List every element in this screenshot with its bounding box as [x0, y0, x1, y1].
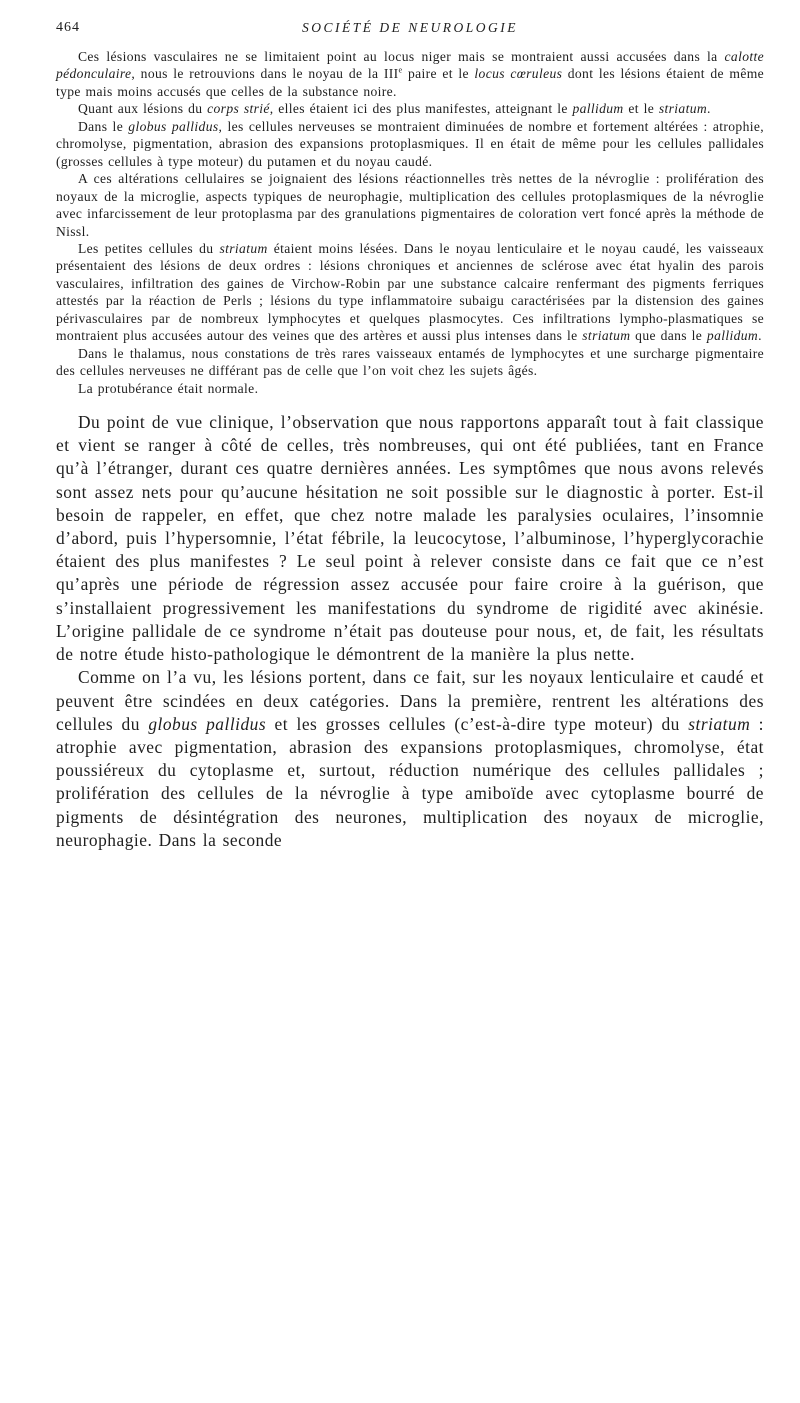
text-run: Dans le thalamus, nous constations de très rares vaisseaux entamés de lymphocytes et une surcharge pigmentaire des cellules nerveuses ne différant pas de celle que l’on voit chez les sujets âgés.	[56, 345, 764, 379]
text-run: , les cellules nerveuses se montraient diminuées de nombre et fortement altérées : atrophie, chromolyse, pigmentation, abrasion des expansions protoplasmiques. Il en était de même pour les cellules pallidales (grosses cellules à type moteur) du putamen et du noyau caudé.	[56, 118, 764, 169]
paragraph	[56, 666, 764, 852]
italic-term: globus pallidus	[148, 713, 267, 734]
text-run: Dans le	[78, 118, 129, 134]
page-number: 464	[56, 20, 80, 35]
paragraph	[56, 240, 764, 345]
text-run: et les grosses cellules (c’est-à-dire type moteur) du	[266, 713, 689, 734]
paragraph	[56, 48, 764, 100]
paragraph	[56, 411, 764, 666]
text-run: A ces altérations cellulaires se joignaient des lésions réactionnelles très nettes de la névroglie : prolifération des noyaux de la microglie, aspects typiques de neurophagie, multiplication des cellules protoplasmiques de la névroglie avec infarcissement de leur protoplasma par des granulations pigmentaires de coloration vert foncé après la méthode de Nissl.	[56, 171, 764, 239]
superscript: e	[398, 65, 403, 75]
text-run: , nous le retrouvions dans le noyau de la III	[131, 66, 399, 82]
paragraph	[56, 170, 764, 240]
text-run: , elles étaient ici des plus manifestes, atteignant le	[269, 101, 573, 117]
text-run: dont les lésions étaient de même type mais moins accusés que celles de la substance noire.	[56, 66, 765, 99]
italic-term: striatum	[658, 101, 708, 117]
page-header	[56, 20, 764, 48]
text-run: Du point de vue clinique, l’observation que nous rapportons apparaît tout à fait classique et vient se ranger à côté de celles, très nombreuses, qui ont été publiées, tant en France qu’à l’étranger, durant ces quatre dernières années. Les symptômes que nous avons relevés sont assez nets pour qu’aucune hésitation ne soit possible sur le diagnostic à porter. Est-il besoin de rappeler, en effet, que chez notre malade les paralysies oculaires, l’insomnie d’abord, puis l’hypersomnie, l’état fébrile, la leucocytose, l’albuminose, l’hyperglycorachie étaient des plus manifestes ? Le seul point à relever consiste dans ce fait que ce n’est qu’après une période de régression assez accusée pour faire croire à la guérison, que s’installaient progressivement les manifestations du syndrome de rigidité avec akinésie. L’origine pallidale de ce syndrome n’était pas douteuse pour nous, et, de fait, les résultats de notre étude histo-pathologique le démontrent de la manière la plus nette.	[56, 412, 764, 665]
paragraph	[56, 100, 764, 117]
text-run: paire et le	[402, 66, 475, 82]
text-run: Comme on l’a vu, les lésions portent, dans ce fait, sur les noyaux lenticulaire et caudé et peuvent être scindées en deux catégories. Dans la première, rentrent les altérations des cellules du	[56, 667, 764, 734]
text-run: Quant aux lésions du	[78, 101, 208, 117]
italic-term: locus cœruleus	[474, 66, 563, 82]
italic-term: corps strié	[207, 101, 270, 117]
paragraph	[56, 380, 764, 397]
italic-term: globus pallidus	[128, 118, 219, 134]
italic-term: calotte pédonculaire	[56, 49, 764, 82]
text-run: .	[758, 328, 762, 344]
paragraph	[56, 118, 764, 170]
text-run: : atrophie avec pigmentation, abrasion des expansions protoplasmiques, chromolyse, état poussiéreux du cytoplasme et, surtout, réduction numérique des cellules pallidales ; prolifération des cellules de la névroglie à type amiboïde avec cytoplasme bourré de pigments de désintégration des neurones, multiplication des noyaux de microglie, neurophagie. Dans la seconde	[56, 713, 764, 850]
running-title: SOCIÉTÉ DE NEUROLOGIE	[302, 20, 518, 35]
small-print-section	[56, 48, 764, 397]
text-run: étaient moins lésées. Dans le noyau lenticulaire et le noyau caudé, les vaisseaux présentaient des lésions de deux ordres : lésions chroniques et anciennes de sclérose avec état hyalin des parois vasculaires, infiltration des gaines de Virchow-Robin par une substance calcaire renfermant des pigments ferriques attestés par la réaction de Perls ; lésions du type inflammatoire subaigu caractérisées par la distension des gaines périvasculaires par de nombreux lymphocytes et quelques plasmocytes. Ces infiltrations lympho-plasmatiques se montraient plus accusées autour des veines que des artères et aussi plus intenses dans le	[56, 240, 764, 344]
italic-term: striatum	[219, 240, 268, 256]
text-run: .	[707, 101, 711, 117]
text-run: que dans le	[630, 328, 707, 344]
italic-term: pallidum	[572, 101, 624, 117]
paragraph	[56, 345, 764, 380]
text-run: Les petites cellules du	[78, 240, 220, 256]
italic-term: pallidum	[706, 328, 759, 344]
italic-term: striatum	[582, 328, 631, 344]
text-run: et le	[623, 101, 659, 117]
page	[56, 20, 764, 852]
italic-term: striatum	[688, 713, 751, 734]
text-run: La protubérance était normale.	[78, 380, 259, 396]
text-run: Ces lésions vasculaires ne se limitaient point au locus niger mais se montraient aussi accusées dans la	[78, 49, 725, 64]
body-text-section	[56, 411, 764, 852]
